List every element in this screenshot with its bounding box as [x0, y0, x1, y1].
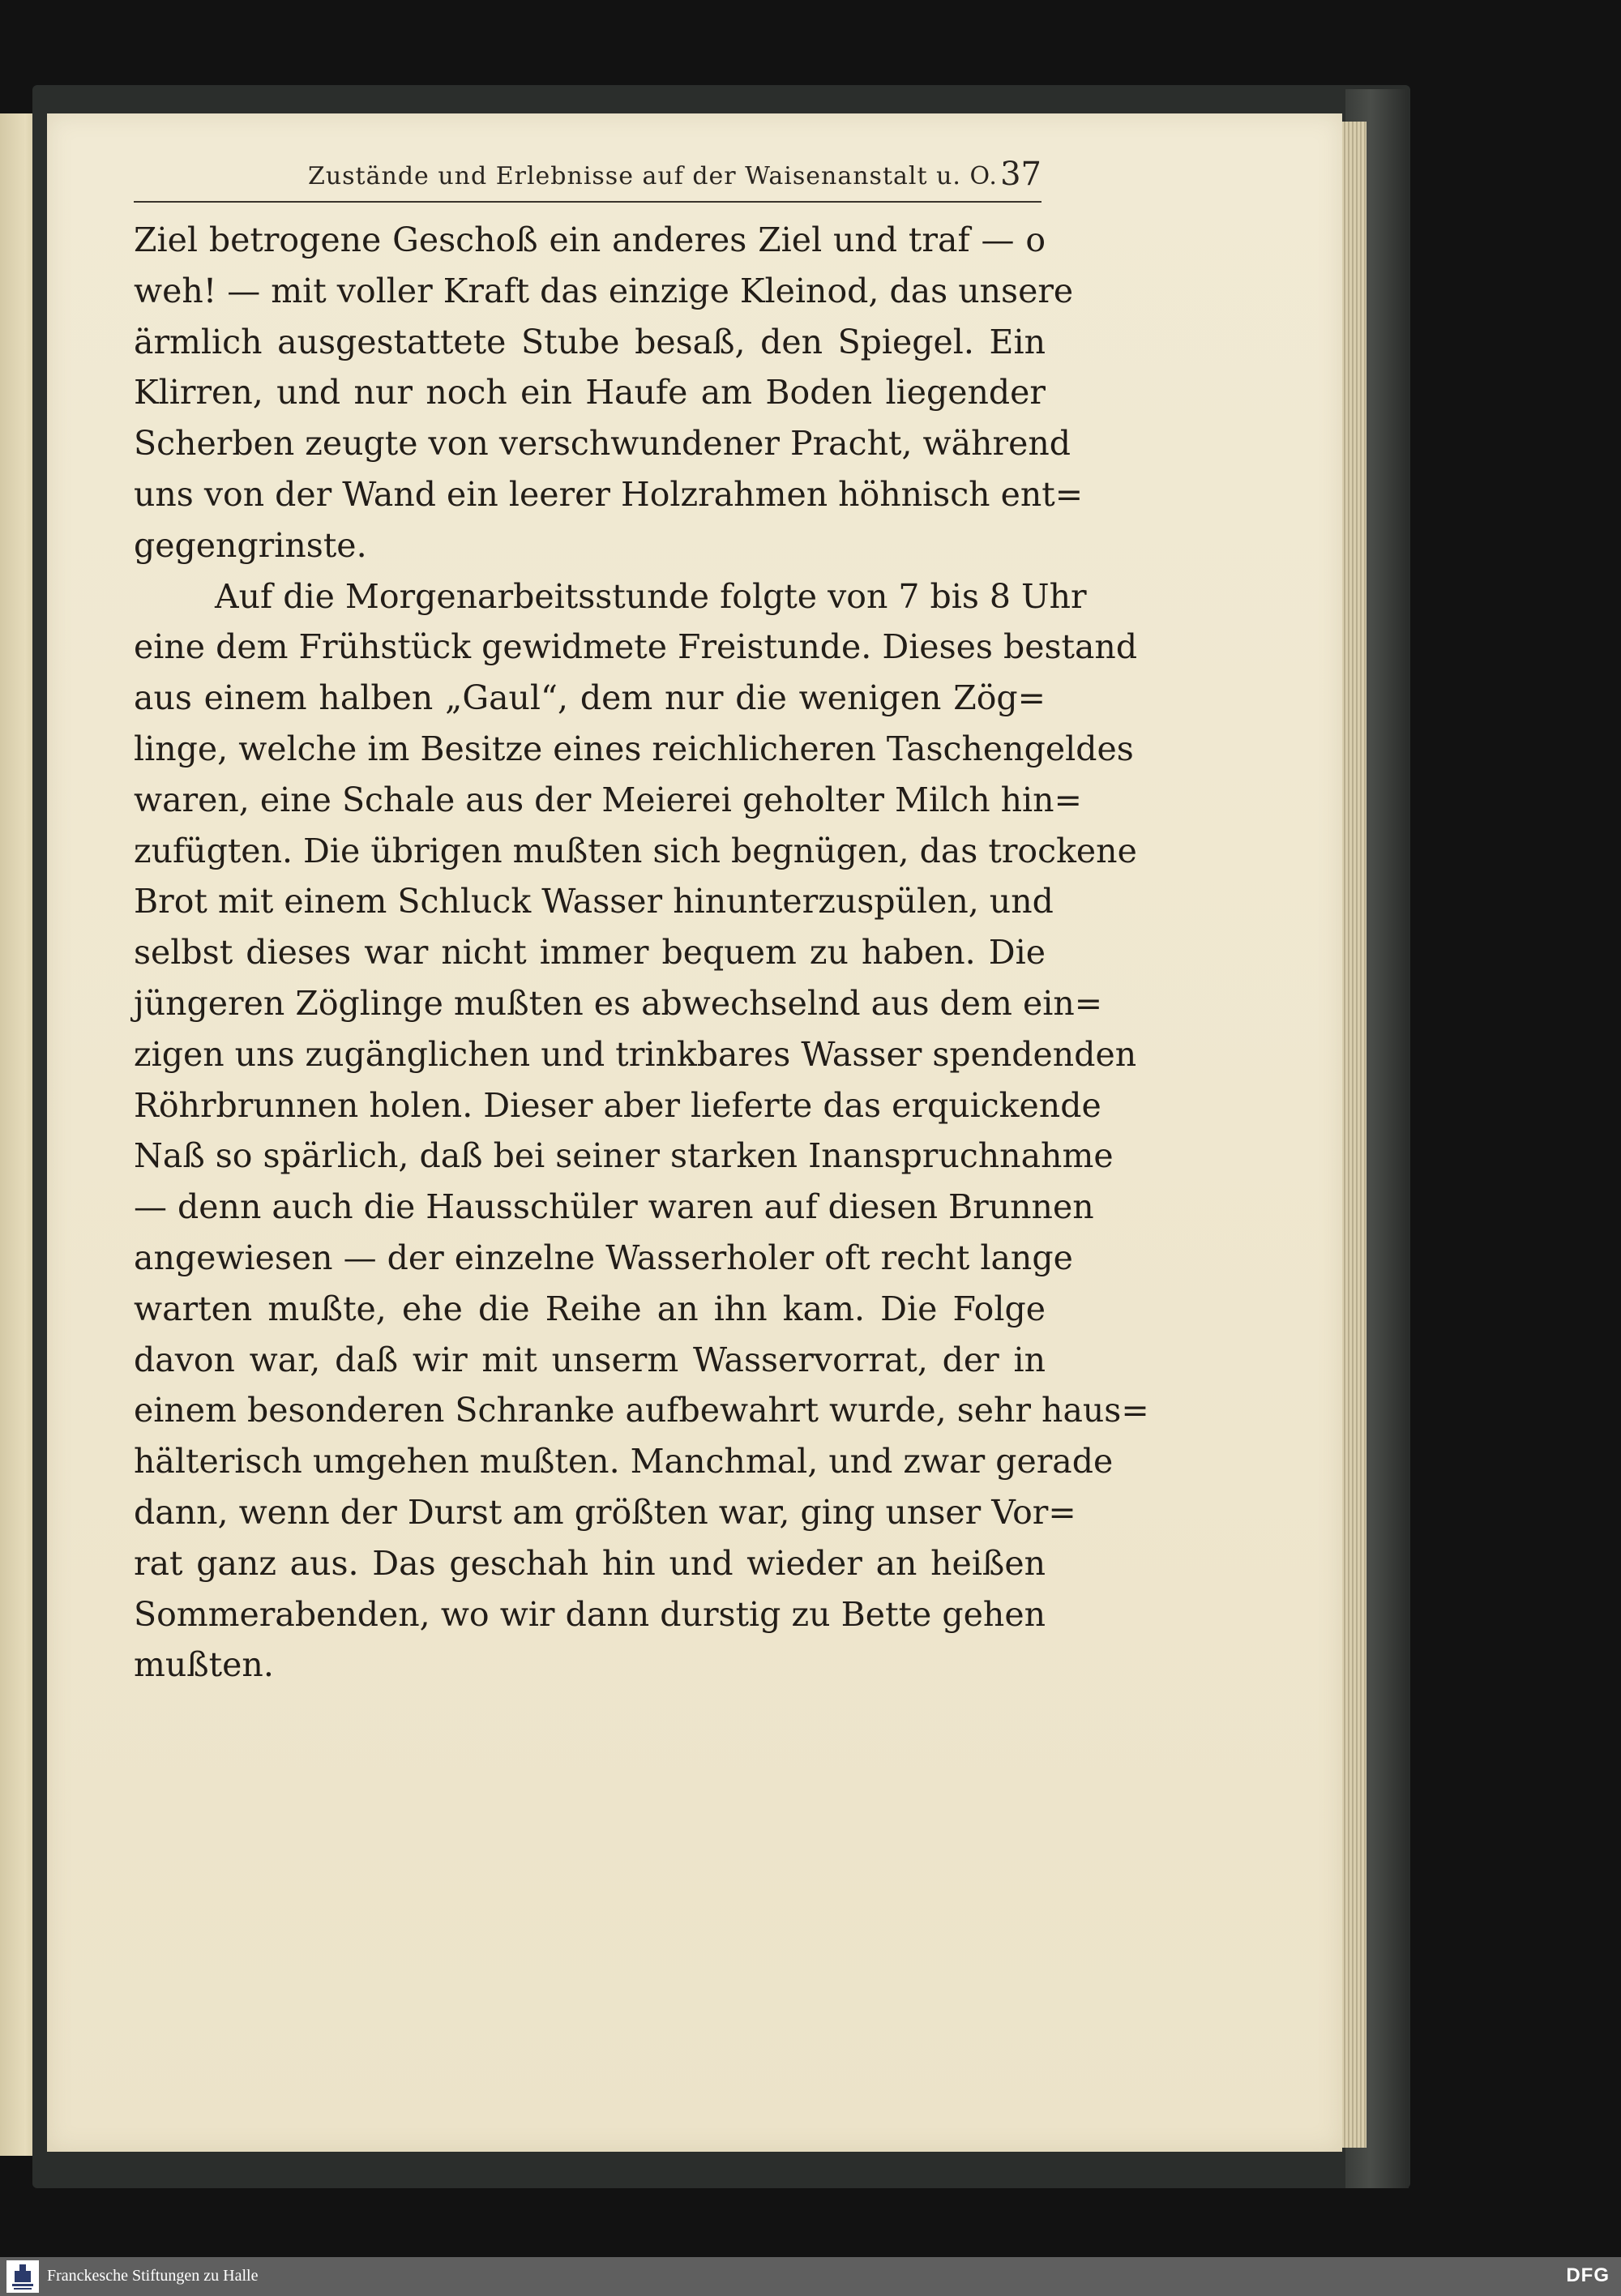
text-line: eine dem Frühstück gewidmete Freistunde. Dieses bestand: [134, 627, 1138, 667]
text-line: zufügten. Die übrigen mußten sich begnügen, das trockene: [134, 831, 1137, 870]
text-line: hälterisch umgehen mußten. Manchmal, und zwar gerade: [134, 1442, 1114, 1481]
text-line: Brot mit einem Schluck Wasser hinunterzuspülen, und: [134, 882, 1054, 921]
text-line: Sommerabenden, wo wir dann durstig zu Bette gehen: [134, 1594, 1046, 1634]
text-line: selbst dieses war nicht immer bequem zu haben. Die: [134, 933, 1046, 973]
running-head-title: Zustände und Erlebnisse auf der Waisenanstalt u. O.: [308, 162, 998, 190]
text-line: gegengrinste.: [134, 525, 367, 565]
text-line: davon war, daß wir mit unserm Wasservorrat, der in: [134, 1340, 1046, 1379]
text-line: einem besonderen Schranke aufbewahrt wurde, sehr haus=: [134, 1391, 1149, 1430]
text-line: mußten.: [134, 1645, 274, 1685]
running-head: [134, 154, 1041, 203]
text-line: zigen uns zugänglichen und trinkbares Wasser spendenden: [134, 1034, 1137, 1074]
text-line: Scherben zeugte von verschwundener Pracht, während: [134, 424, 1071, 464]
text-line: Klirren, und nur noch ein Haufe am Boden liegender: [134, 373, 1046, 413]
text-line: waren, eine Schale aus der Meierei geholter Milch hin=: [134, 780, 1082, 819]
header-rule: [134, 201, 1041, 203]
footer-bar: [0, 2257, 1621, 2296]
text-line: — denn auch die Hausschüler waren auf diesen Brunnen: [134, 1187, 1094, 1227]
text-line: warten mußte, ehe die Reihe an ihn kam. Die Folge: [134, 1289, 1046, 1328]
building-icon: [11, 2263, 35, 2290]
page-number: 37: [1000, 156, 1041, 193]
text-line: Röhrbrunnen holen. Dieser aber lieferte das erquickende: [134, 1085, 1101, 1125]
body-text: [134, 215, 1149, 1691]
text-line: dann, wenn der Durst am größten war, ging unser Vor=: [134, 1492, 1076, 1532]
text-line: Naß so spärlich, daß bei seiner starken Inanspruchnahme: [134, 1136, 1114, 1176]
text-line: weh! — mit voller Kraft das einzige Kleinod, das unsere: [134, 271, 1074, 310]
franckesche-stiftungen-logo-icon: [6, 2260, 39, 2293]
institution-label: Franckesche Stiftungen zu Halle: [47, 2267, 259, 2285]
text-line: angewiesen — der einzelne Wasserholer oft recht lange: [134, 1238, 1073, 1277]
dfg-logo: DFG: [1566, 2264, 1610, 2286]
text-line: uns von der Wand ein leerer Holzrahmen höhnisch ent=: [134, 474, 1084, 514]
text-line: ärmlich ausgestattete Stube besaß, den Spiegel. Ein: [134, 322, 1046, 361]
text-line: aus einem halben „Gaul“, dem nur die wenigen Zög=: [134, 678, 1046, 718]
text-line: jüngeren Zöglinge mußten es abwechselnd aus dem ein=: [134, 983, 1103, 1023]
text-line: linge, welche im Besitze eines reichlicheren Taschengeldes: [134, 729, 1134, 768]
text-line: rat ganz aus. Das geschah hin und wieder an heißen: [134, 1543, 1046, 1583]
text-line: Ziel betrogene Geschoß ein anderes Ziel und traf — o: [134, 220, 1046, 259]
text-line: Auf die Morgenarbeitsstunde folgte von 7 bis 8 Uhr: [215, 576, 1087, 616]
